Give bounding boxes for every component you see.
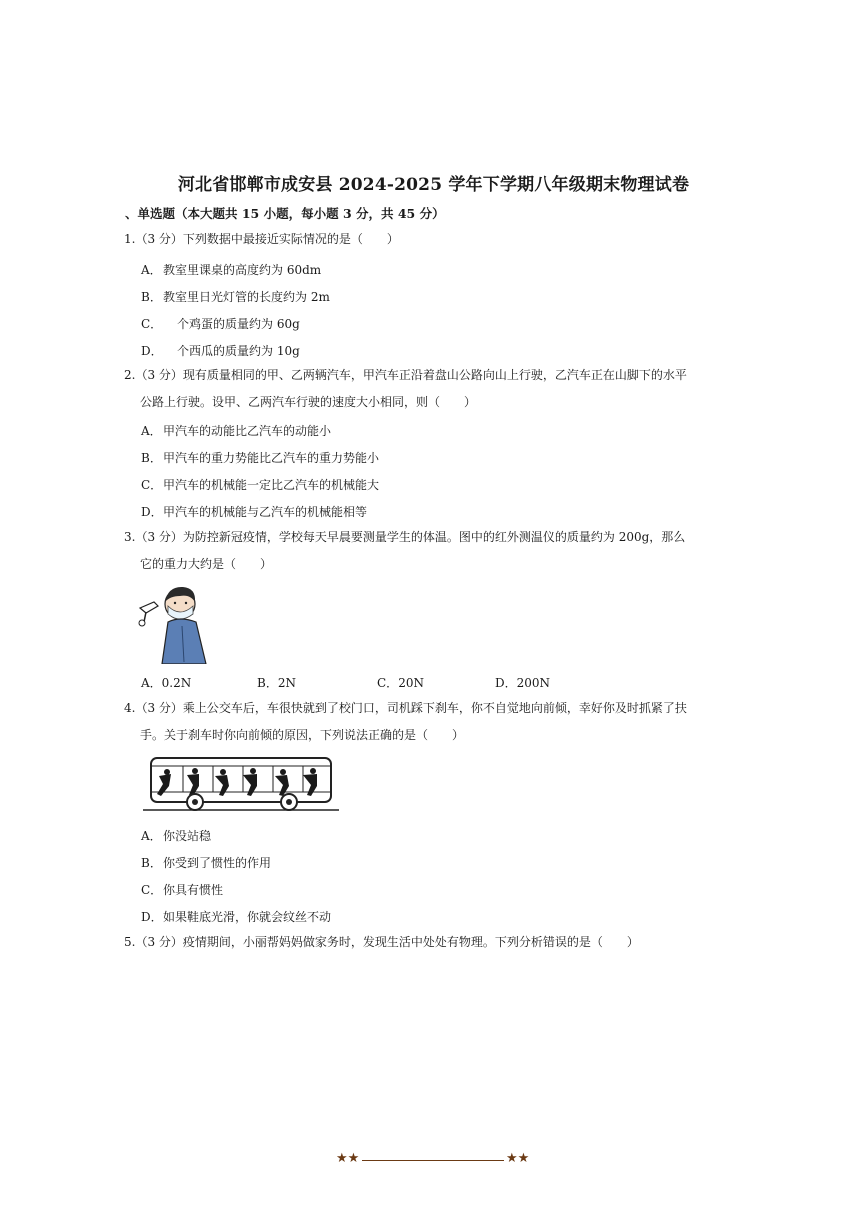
question-number: 5. (124, 935, 136, 949)
q3-option-d: D．200N (495, 676, 551, 690)
star-icon: ★★ (336, 1151, 360, 1166)
question-number: 1. (124, 232, 136, 246)
question-number: 4. (124, 701, 136, 715)
exam-title: 河北省邯郸市成安县 2024-2025 学年下学期八年级期末物理试卷 (177, 175, 690, 195)
question-text-cont: 手。关于刹车时你向前倾的原因，下列说法正确的是（ ） (140, 728, 465, 742)
bus-braking-figure (143, 752, 339, 814)
q1-option-a: A．教室里课桌的高度约为 60dm (141, 263, 322, 277)
question-1 (124, 226, 694, 253)
q1-option-c: C． 个鸡蛋的质量约为 60g (141, 317, 300, 331)
q4-option-b: B．你受到了惯性的作用 (141, 856, 272, 870)
question-number: 3. (124, 530, 136, 544)
thermometer-student-figure (138, 582, 212, 664)
question-text: （3 分）为防控新冠疫情，学校每天早晨要测量学生的体温。图中的红外测温仪的质量约为 200g，那么 (135, 530, 686, 544)
q2-option-d: D．甲汽车的机械能与乙汽车的机械能相等 (141, 505, 368, 519)
q3-option-c: C．20N (377, 676, 424, 690)
page-footer (0, 1151, 867, 1171)
section-heading: 、单选题（本大题共 15 小题，每小题 3 分，共 45 分） (125, 206, 445, 221)
question-text: （3 分）下列数据中最接近实际情况的是（ ） (135, 232, 399, 246)
q3-option-a: A．0.2N (141, 676, 192, 690)
q1-option-b: B．教室里日光灯管的长度约为 2m (141, 290, 330, 304)
question-5 (124, 929, 694, 956)
question-3 (124, 524, 694, 578)
question-2 (124, 362, 694, 416)
q2-option-a: A．甲汽车的动能比乙汽车的动能小 (141, 424, 332, 438)
question-text-cont: 公路上行驶。设甲、乙两汽车行驶的速度大小相同，则（ ） (140, 395, 477, 409)
footer-divider (362, 1160, 504, 1161)
question-number: 2. (124, 368, 136, 382)
star-icon: ★★ (506, 1151, 530, 1166)
q4-option-c: C．你具有惯性 (141, 883, 224, 897)
q2-option-c: C．甲汽车的机械能一定比乙汽车的机械能大 (141, 478, 380, 492)
q4-option-a: A．你没站稳 (141, 829, 212, 843)
question-text: （3 分）乘上公交车后，车很快就到了校门口，司机踩下刹车，你不自觉地向前倾，幸好你及时抓紧了扶 (135, 701, 687, 715)
question-text: （3 分）疫情期间，小丽帮妈妈做家务时，发现生活中处处有物理。下列分析错误的是（ ） (135, 935, 639, 949)
question-4 (124, 695, 694, 749)
q4-option-d: D．如果鞋底光滑，你就会纹丝不动 (141, 910, 332, 924)
question-text: （3 分）现有质量相同的甲、乙两辆汽车，甲汽车正沿着盘山公路向山上行驶，乙汽车正在山脚下的水平 (135, 368, 687, 382)
q2-option-b: B．甲汽车的重力势能比乙汽车的重力势能小 (141, 451, 380, 465)
question-text-cont: 它的重力大约是（ ） (140, 557, 273, 571)
q3-option-b: B．2N (257, 676, 296, 690)
q1-option-d: D． 个西瓜的质量约为 10g (141, 344, 300, 358)
